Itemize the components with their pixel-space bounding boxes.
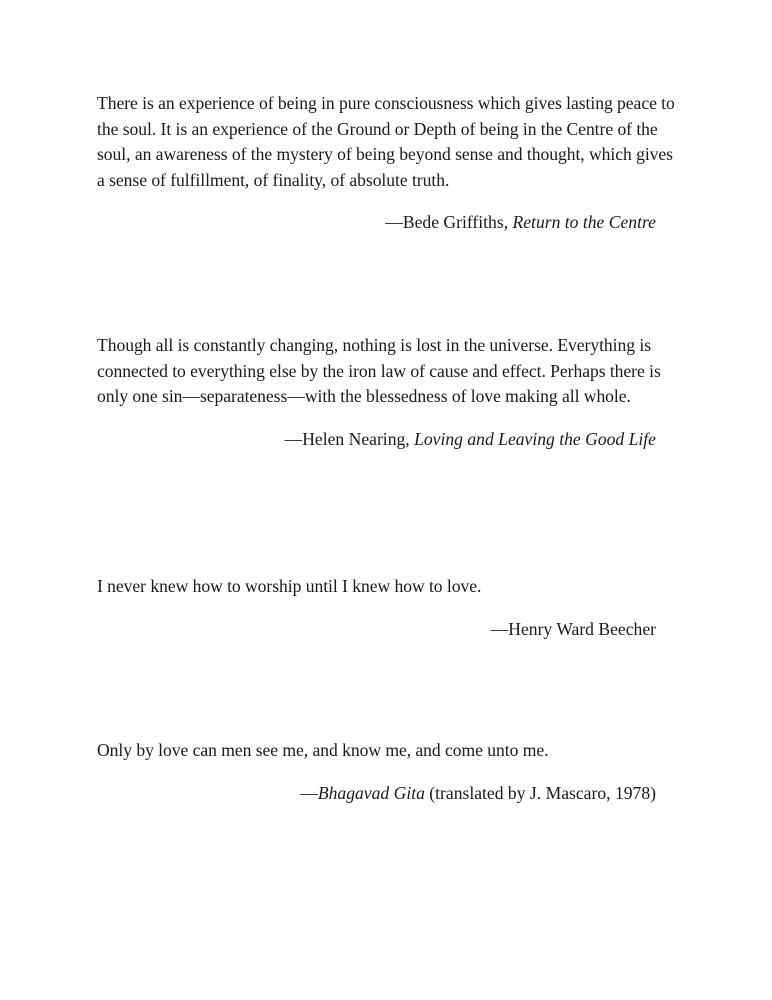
attribution-author: —Bede Griffiths, (385, 212, 513, 232)
attribution-work-title: Bhagavad Gita (317, 782, 425, 803)
attribution-work-title: Loving and Leaving the Good Life (414, 428, 656, 449)
attribution-dash: — (300, 782, 318, 803)
quote-block (97, 738, 677, 806)
quote-text: There is an experience of being in pure consciousness which gives lasting peace to the soul. It is an experience of the Ground or Depth of being in the Centre of the soul, an awareness of the mystery of being beyond sense and thought, which gives a sense of fulfillment, of finality, of absolute truth. (97, 93, 675, 190)
quote-attribution (97, 617, 677, 643)
attribution-author: —Henry Ward Beecher (490, 618, 656, 639)
attribution-suffix: (translated by J. Mascaro, 1978) (424, 782, 656, 803)
attribution-author: —Helen Nearing, (284, 428, 415, 449)
quote-text: Only by love can men see me, and know me, and come unto me. (97, 740, 549, 760)
quote-text: I never knew how to worship until I knew how to love. (97, 576, 482, 596)
quote-block (97, 333, 677, 452)
quote-attribution (97, 427, 677, 453)
attribution-work-title: Return to the Centre (512, 212, 656, 232)
quote-text: Though all is constantly changing, nothing is lost in the universe. Everything is connected to everything else by the iron law of cause and effect. Perhaps there is only one sin—separateness—with the blessedness of love making all whole. (97, 335, 661, 406)
quote-block (97, 574, 677, 642)
quote-attribution (97, 210, 677, 236)
quote-block (97, 91, 677, 236)
quote-attribution (97, 781, 677, 807)
